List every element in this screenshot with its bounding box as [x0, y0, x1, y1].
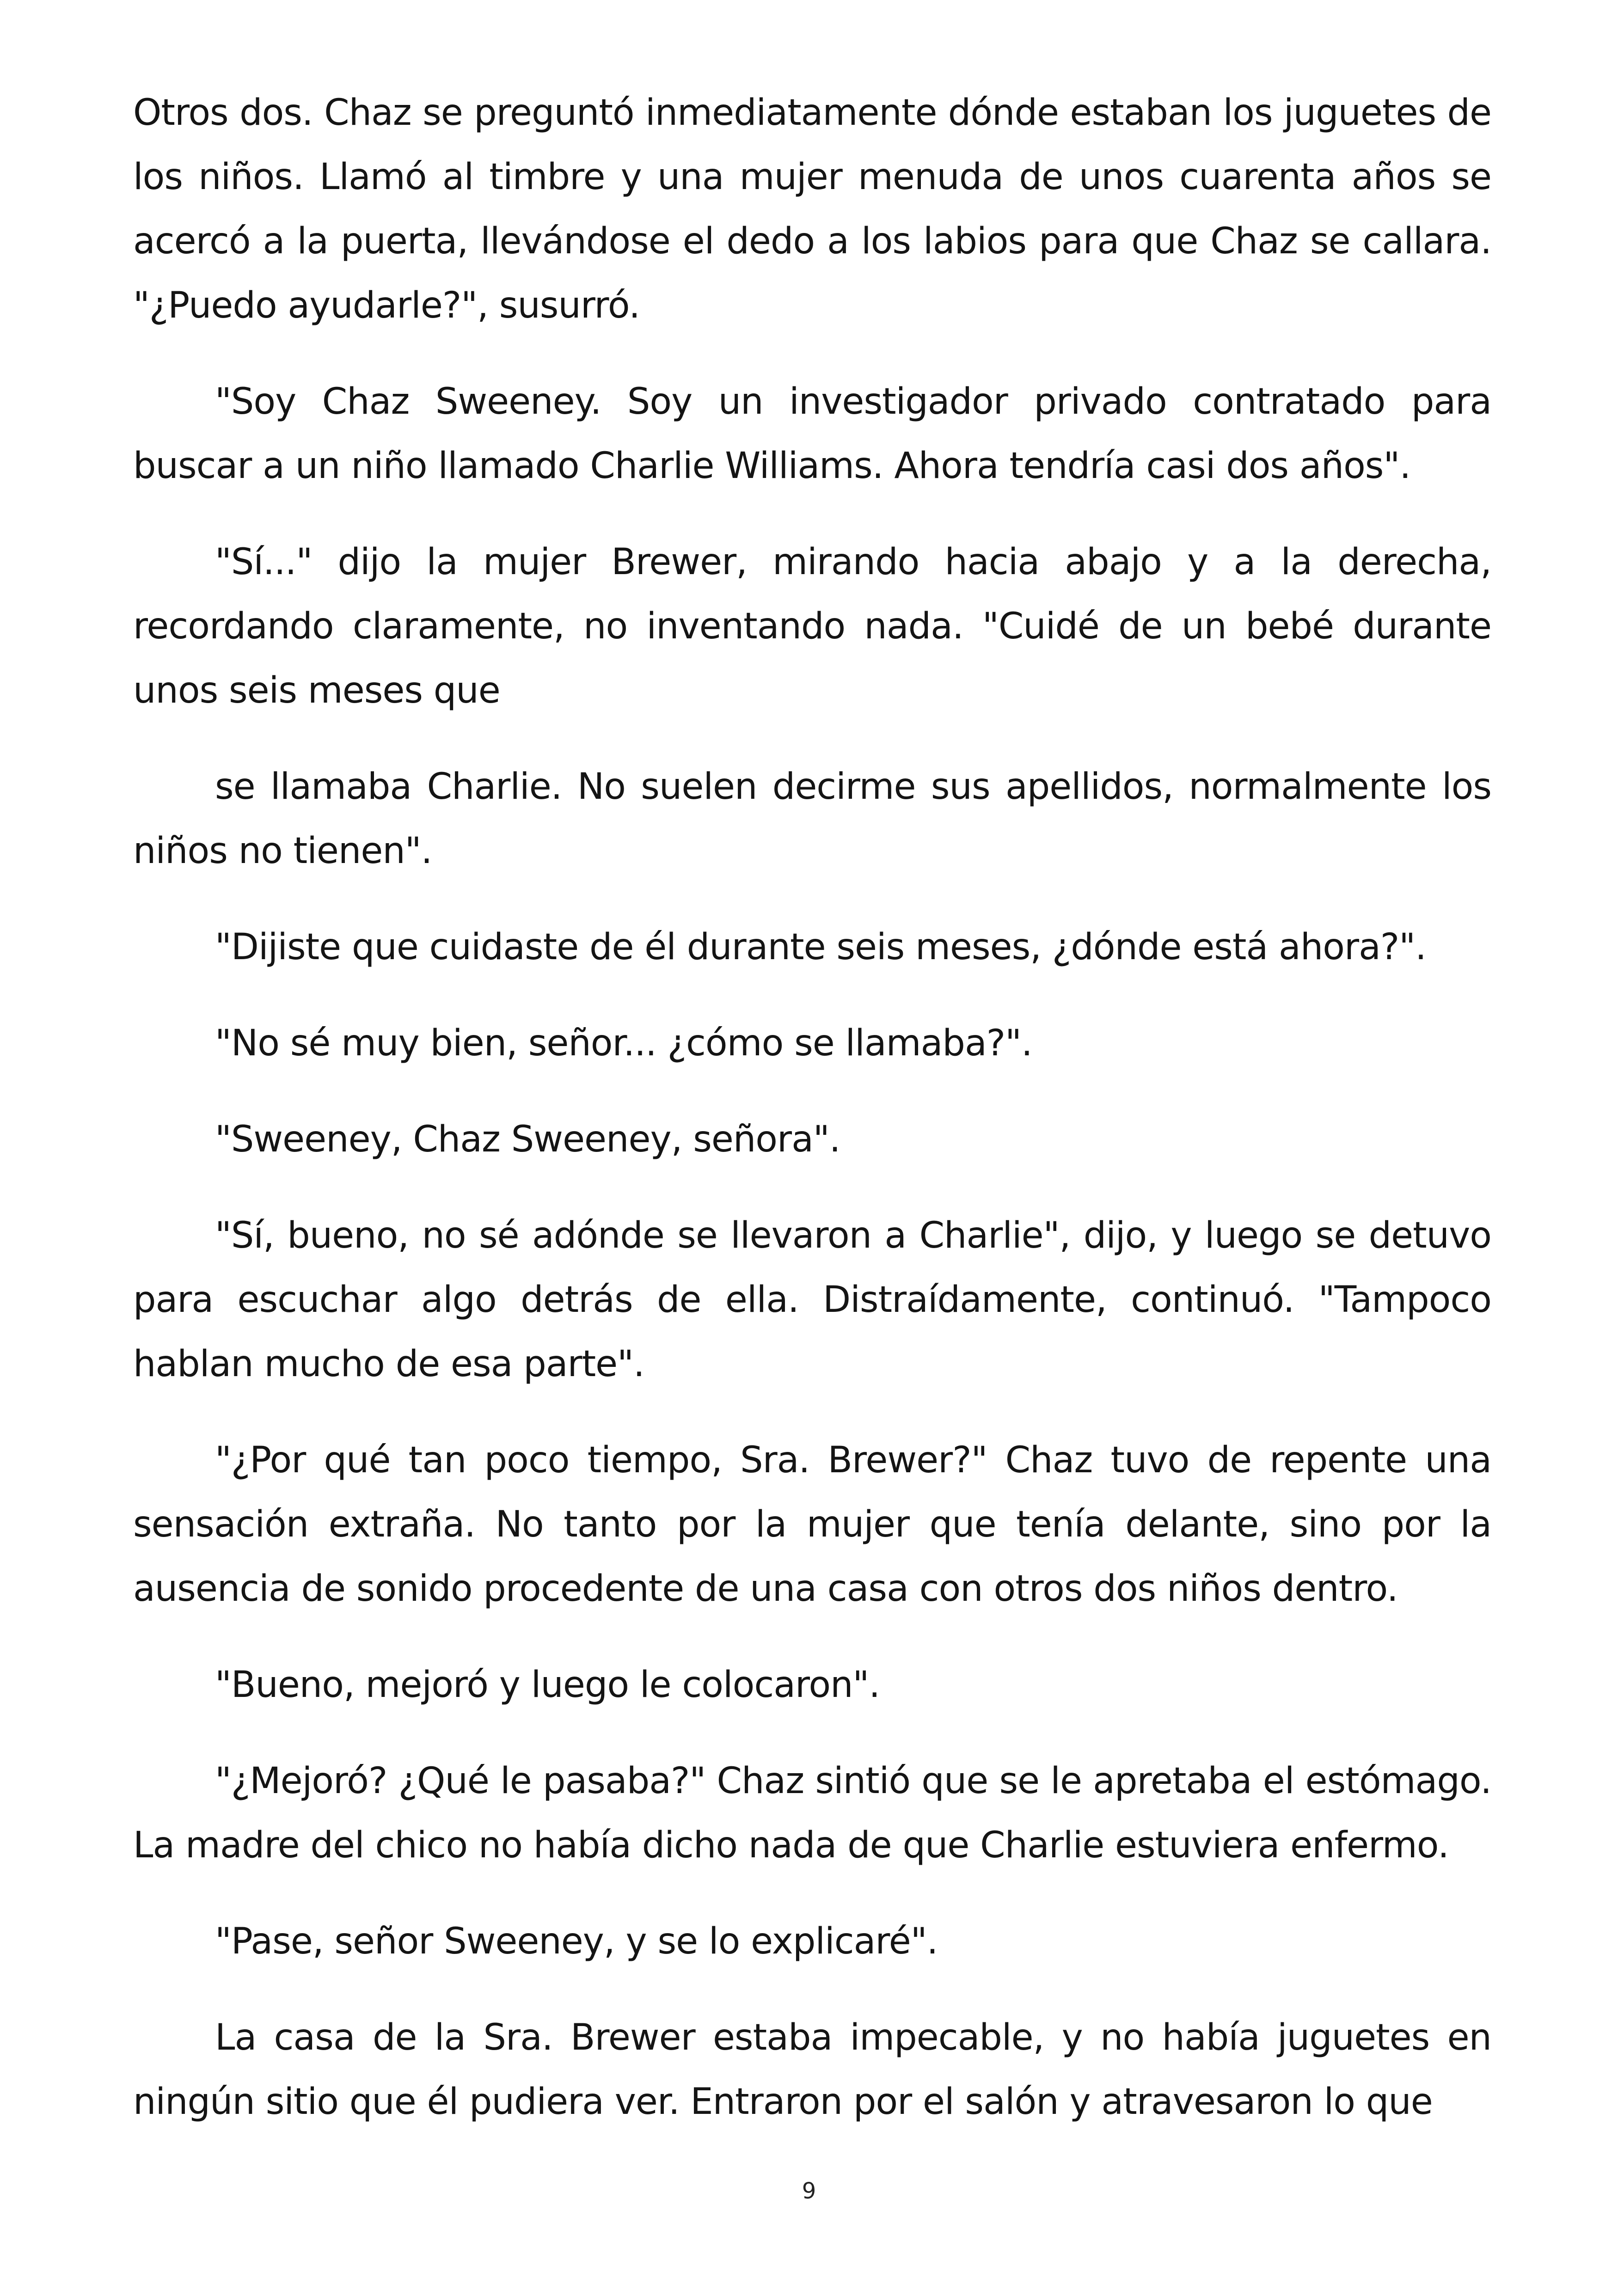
paragraph-12: "Pase, señor Sweeney, y se lo explicaré". — [215, 1921, 938, 1962]
paragraph-10: "Bueno, mejoró y luego le colocaron". — [215, 1664, 880, 1706]
paragraph-7: "Sweeney, Chaz Sweeney, señora". — [215, 1119, 840, 1160]
page-number: 9 — [802, 2178, 816, 2204]
paragraph-6: "No sé muy bien, señor... ¿cómo se llamaba?". — [215, 1022, 1032, 1064]
document-page — [133, 81, 1491, 2134]
paragraph-5: "Dijiste que cuidaste de él durante seis meses, ¿dónde está ahora?". — [215, 926, 1426, 968]
paragraph-11: "¿Mejoró? ¿Qué le pasaba?" Chaz sintió que se le apretaba el estómago. La madre del chico no había dicho nada de que Charlie estuviera enfermo. — [133, 1760, 1491, 1866]
paragraph-8: "Sí, bueno, no sé adónde se llevaron a Charlie", dijo, y luego se detuvo para escuchar algo detrás de ella. Distraídamente, continuó. "Tampoco hablan mucho de esa parte". — [133, 1215, 1491, 1385]
paragraph-2: "Soy Chaz Sweeney. Soy un investigador privado contratado para buscar a un niño llamado Charlie Williams. Ahora tendría casi dos años". — [133, 381, 1491, 487]
paragraph-3: "Sí..." dijo la mujer Brewer, mirando hacia abajo y a la derecha, recordando claramente, no inventando nada. "Cuidé de un bebé durante unos seis meses que — [133, 541, 1491, 711]
paragraph-1: Otros dos. Chaz se preguntó inmediatamente dónde estaban los juguetes de los niños. Llamó al timbre y una mujer menuda de unos cuarenta años se acercó a la puerta, llevándose el dedo a los labios para que Chaz se callara. "¿Puedo ayudarle?", susurró. — [133, 92, 1491, 326]
paragraph-13: La casa de la Sra. Brewer estaba impecable, y no había juguetes en ningún sitio que él pudiera ver. Entraron por el salón y atravesaron lo que — [133, 2017, 1491, 2123]
paragraph-4: se llamaba Charlie. No suelen decirme sus apellidos, normalmente los niños no tienen". — [133, 766, 1491, 872]
paragraph-9: "¿Por qué tan poco tiempo, Sra. Brewer?" Chaz tuvo de repente una sensación extraña. No tanto por la mujer que tenía delante, sino por la ausencia de sonido procedente de una casa con otros dos niños dentro. — [133, 1439, 1491, 1610]
